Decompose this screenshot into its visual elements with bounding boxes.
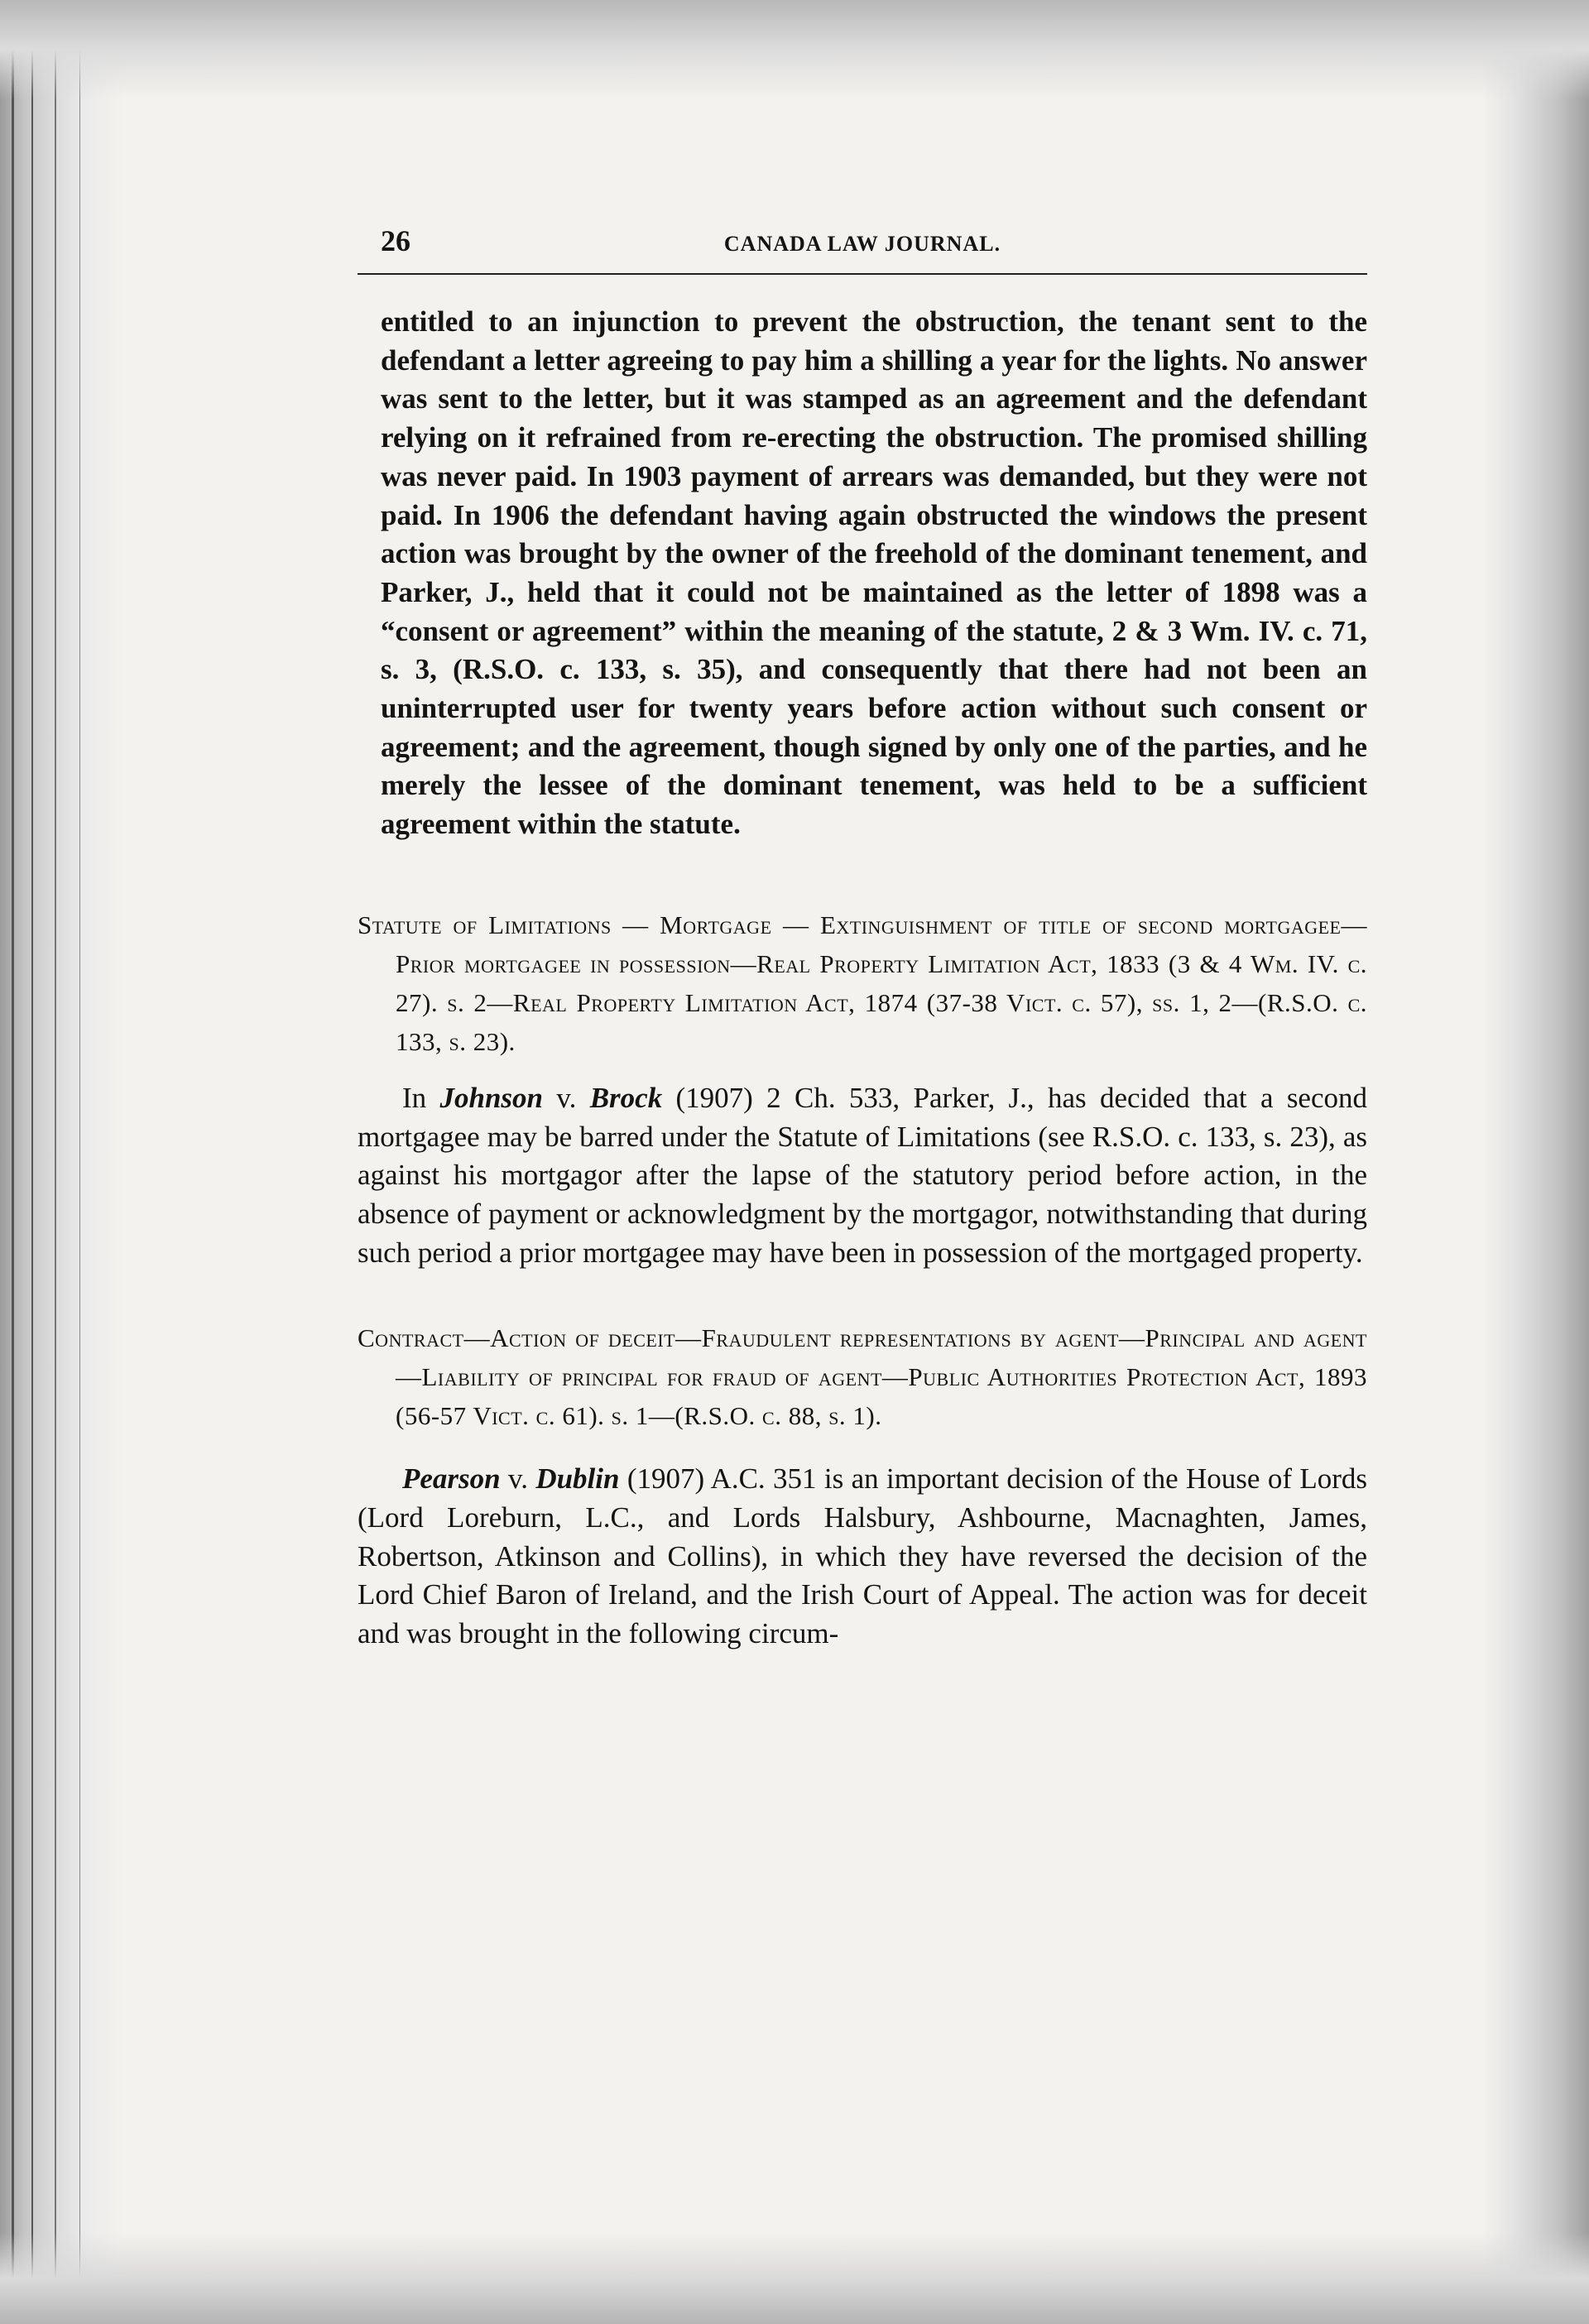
scan-edge-stripe [79,0,80,2324]
section-body-text: (1907) 2 Ch. 533, Parker, J., has decided that a second mortgagee may be barred under the Statute of Limitations (see R.S.O. c. 133, s. 23), as against his mortgagor after the lapse of the statutory period before action, in the absence of payment or acknowledgment by the mortgagor, notwithstanding that during such period a prior mortgagee may have been in possession of the mortgaged property. [358,1081,1368,1269]
journal-page [358,215,1367,1654]
scan-bottom-edge [0,2233,1589,2324]
case-versus: v. [500,1462,536,1496]
scan-edge-stripe [31,0,33,2324]
continuation-paragraph: entitled to an injunction to prevent the obstruction, the tenant sent to the defendant a letter agreeing to pay him a shilling a year for the lights. No answer was sent to the letter, but it was stamped as an agreement and the defendant relying on it refrained from re-erecting the obstruction. The promised shilling was never paid. In 1903 payment of arrears was demanded, but they were not paid. In 1906 the defendant having again obstructed the windows the present action was brought by the owner of the freehold of the dominant tenement, and Parker, J., held that it could not be maintained as the letter of 1898 was a “consent or agreement” within the meaning of the statute, 2 & 3 Wm. IV. c. 71, s. 3, (R.S.O. c. 133, s. 35), and consequently that there had not been an uninterrupted user for twenty years before action without such consent or agreement; and the agreement, though signed by only one of the parties, and he merely the lessee of the dominant tenement, was held to be a sufficient agreement within the statute. [381,305,1367,841]
case-name-defendant: Brock [589,1081,663,1114]
scan-top-edge [0,0,1589,99]
running-head: CANADA LAW JOURNAL. [723,232,1001,256]
page-number: 26 [381,224,410,257]
section-body-text: (1907) A.C. 351 is an important decision of the House of Lords (Lord Loreburn, L.C., and Lords Halsbury, Ashbourne, Macnaghten, James, Robertson, Atkinson and Collins), in which they have reversed the decision of the Lord Chief Baron of Ireland, and the Irish Court of Appeal. The action was for deceit and was brought in the following circum- [358,1462,1367,1650]
section-headnote-limitations: Statute of Limitations — Mortgage — Extinguishment of title of second mortgagee—Prior mortgagee in possession—Real Property Limitation Act, 1833 (3 & 4 Wm. IV. c. 27). s. 2—Real Property Limitation Act, 1874 (37-38 Vict. c. 57), ss. 1, 2—(R.S.O. c. 133, s. 23). [358,910,1367,1056]
scan-left-edge [0,0,124,2324]
case-name-plaintiff: Pearson [402,1462,501,1496]
scan-edge-stripe [55,0,56,2324]
scan-edge-stripe [12,0,14,2324]
section-headnote-contract: Contract—Action of deceit—Fraudulent representations by agent—Principal and agent—Liability of principal for fraud of agent—Public Authorities Protection Act, 1893 (56-57 Vict. c. 61). s. 1—(R.S.O. c. 88, s. 1). [358,1323,1367,1431]
page-header [358,215,1367,275]
scan-right-edge [1481,0,1589,2324]
section-body-pearson [358,1460,1367,1654]
case-name-plaintiff: Johnson [439,1081,544,1114]
case-name-defendant: Dublin [535,1462,620,1496]
section-body-johnson: In Johnson v. Brock (1907) 2 Ch. 533, Parker, J., has decided that a second mortgagee may be barred under the Statute of Limitations (see R.S.O. c. 133, s. 23), as against his mortgagor after the lapse of the statutory period before action, in the absence of payment or acknowledgment by the mortgagor, notwithstanding that during such period a prior mortgagee may have been in possession of the mortgaged property. [358,1081,1368,1269]
case-versus: v. [543,1081,590,1114]
